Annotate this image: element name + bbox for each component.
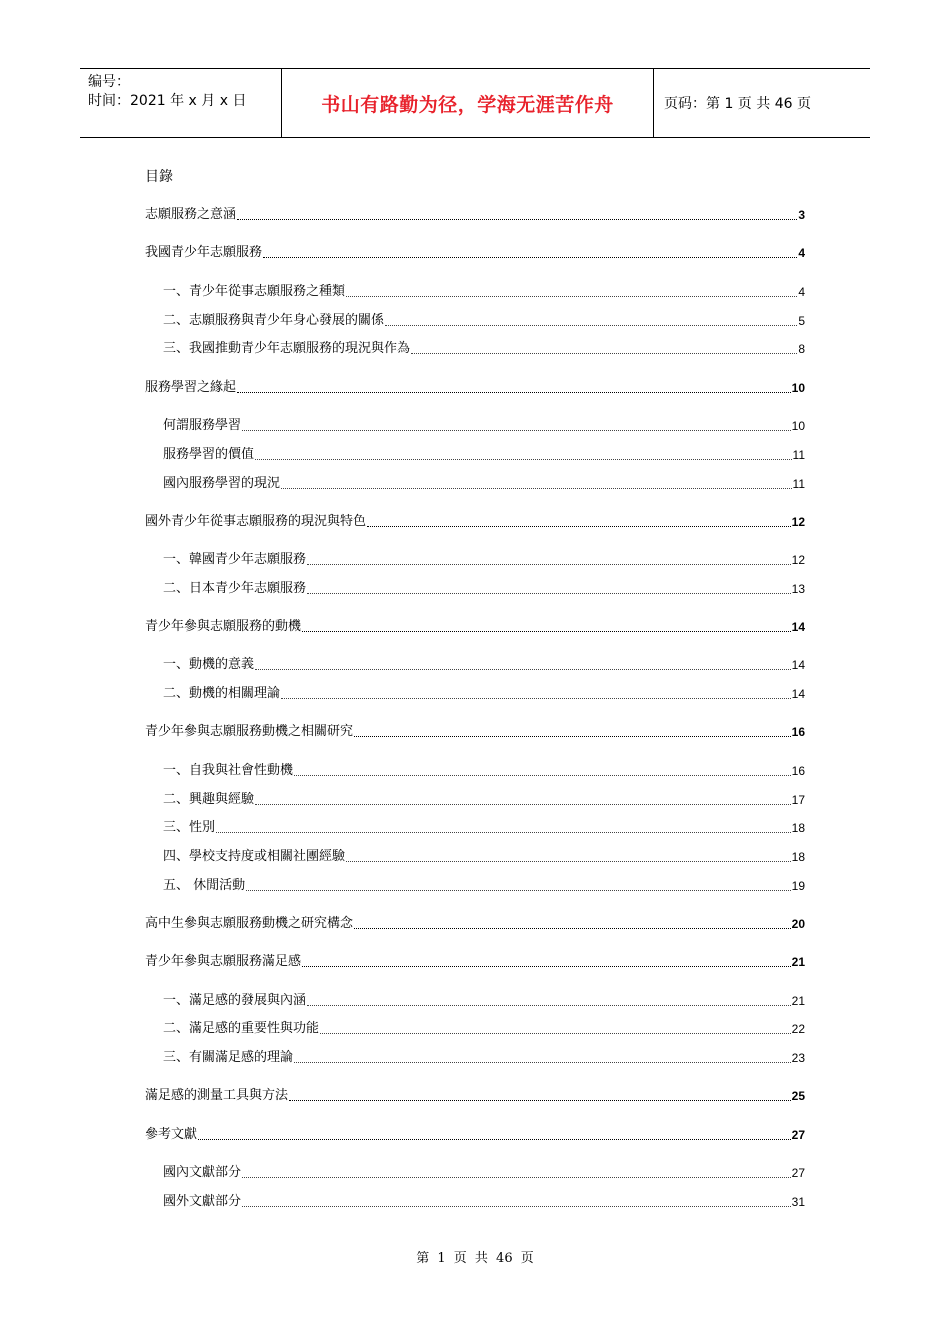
toc-entry-page: 18 xyxy=(791,821,805,835)
toc-entry-title: 志願服務之意涵 xyxy=(145,207,237,222)
toc-leader-dots xyxy=(216,832,791,833)
toc-entry[interactable] xyxy=(163,1021,805,1037)
toc-entry-title: 服務學習的價值 xyxy=(163,447,255,462)
toc-entry[interactable] xyxy=(163,581,805,597)
toc-leader-dots xyxy=(346,861,791,862)
toc-leader-dots xyxy=(294,1062,791,1063)
toc-leader-dots xyxy=(411,353,797,354)
toc-entry-title: 二、志願服務與青少年身心發展的關係 xyxy=(163,313,385,328)
toc-leader-dots xyxy=(242,1206,791,1207)
toc-entry-page: 14 xyxy=(791,687,805,701)
toc-leader-dots xyxy=(307,1005,791,1006)
toc-leader-dots xyxy=(242,1177,791,1178)
toc-entry[interactable] xyxy=(163,284,805,300)
toc-entry[interactable] xyxy=(145,245,805,261)
toc-leader-dots xyxy=(294,775,791,776)
toc-entry-page: 14 xyxy=(791,620,805,634)
toc-entry-title: 青少年參與志願服務動機之相關研究 xyxy=(145,724,354,739)
header-meta xyxy=(88,73,283,111)
toc-entry[interactable] xyxy=(163,552,805,568)
toc-entry-title: 三、性別 xyxy=(163,820,216,835)
toc-entry[interactable] xyxy=(163,418,805,434)
toc-entry-title: 三、有關滿足感的理論 xyxy=(163,1050,294,1065)
toc-entry-page: 23 xyxy=(791,1051,805,1065)
toc-entry[interactable] xyxy=(145,1127,805,1143)
toc-leader-dots xyxy=(320,1033,791,1034)
toc-entry-page: 13 xyxy=(791,582,805,596)
toc-entry-page: 17 xyxy=(791,793,805,807)
toc-entry-page: 5 xyxy=(798,314,805,328)
toc-leader-dots xyxy=(307,593,791,594)
header-divider xyxy=(653,69,654,137)
toc-entry-title: 青少年參與志願服務滿足感 xyxy=(145,954,302,969)
toc-leader-dots xyxy=(367,526,791,527)
toc-entry-title: 一、自我與社會性動機 xyxy=(163,763,294,778)
toc-entry-page: 11 xyxy=(792,477,805,491)
toc-entry-title: 四、學校支持度或相關社團經驗 xyxy=(163,849,346,864)
toc-entry[interactable] xyxy=(163,792,805,808)
toc-entry-title: 一、動機的意義 xyxy=(163,657,255,672)
toc-entry[interactable] xyxy=(145,1088,805,1104)
toc-leader-dots xyxy=(198,1139,791,1140)
toc-entry-title: 國外文獻部分 xyxy=(163,1194,242,1209)
toc-leader-dots xyxy=(263,257,797,258)
toc-entry[interactable] xyxy=(163,1050,805,1066)
toc-entry[interactable] xyxy=(163,849,805,865)
toc-leader-dots xyxy=(281,698,791,699)
toc-entry[interactable] xyxy=(163,686,805,702)
toc-leader-dots xyxy=(302,966,791,967)
toc-entry[interactable] xyxy=(163,657,805,673)
toc-entry-title: 二、日本青少年志願服務 xyxy=(163,581,307,596)
toc-entry[interactable] xyxy=(163,447,805,463)
toc-entry[interactable] xyxy=(163,878,805,894)
toc-entry-title: 何謂服務學習 xyxy=(163,418,242,433)
date-label: 时间：2021 年 x 月 x 日 xyxy=(88,93,247,109)
toc-entry-title: 二、滿足感的重要性與功能 xyxy=(163,1021,320,1036)
toc-leader-dots xyxy=(255,804,791,805)
toc-entry[interactable] xyxy=(163,1165,805,1181)
toc-entry-page: 21 xyxy=(791,955,805,969)
toc-entry[interactable] xyxy=(163,820,805,836)
toc-entry[interactable] xyxy=(145,724,805,740)
toc-entry-title: 國內文獻部分 xyxy=(163,1165,242,1180)
toc-leader-dots xyxy=(354,736,791,737)
toc-entry-page: 25 xyxy=(791,1089,805,1103)
toc-entry-page: 8 xyxy=(798,342,805,356)
toc-leader-dots xyxy=(246,890,791,891)
toc-entry[interactable] xyxy=(163,993,805,1009)
header-page-number: 页码：第 1 页 共 46 页 xyxy=(664,96,811,112)
toc-leader-dots xyxy=(302,631,791,632)
page-footer: 第 1 页 共 46 页 xyxy=(416,1251,534,1266)
toc-entry[interactable] xyxy=(163,1194,805,1210)
toc-entry-title: 國外青少年從事志願服務的現況與特色 xyxy=(145,514,367,529)
toc-leader-dots xyxy=(289,1100,791,1101)
toc-entry-title: 一、青少年從事志願服務之種類 xyxy=(163,284,346,299)
toc-entry[interactable] xyxy=(163,313,805,329)
toc-entry-title: 青少年參與志願服務的動機 xyxy=(145,619,302,634)
toc-entry-page: 21 xyxy=(791,994,805,1008)
toc-leader-dots xyxy=(346,296,797,297)
toc-entry-title: 三、我國推動青少年志願服務的現況與作為 xyxy=(163,341,411,356)
toc-entry-page: 11 xyxy=(792,448,805,462)
toc-entry-page: 4 xyxy=(798,246,805,260)
toc-entry-page: 10 xyxy=(791,381,805,395)
toc-entry-title: 二、興趣與經驗 xyxy=(163,792,255,807)
toc-entry-title: 二、動機的相關理論 xyxy=(163,686,281,701)
toc-entry-page: 16 xyxy=(791,725,805,739)
toc-entry-title: 一、滿足感的發展與內涵 xyxy=(163,993,307,1008)
toc-leader-dots xyxy=(385,325,797,326)
toc-entry[interactable] xyxy=(145,916,805,932)
toc-leader-dots xyxy=(281,488,792,489)
toc-entry-page: 3 xyxy=(798,208,805,222)
toc-entry-page: 22 xyxy=(791,1022,805,1036)
toc-entry[interactable] xyxy=(163,476,805,492)
toc-entry[interactable] xyxy=(145,514,805,530)
toc-entry[interactable] xyxy=(145,207,805,223)
page-header xyxy=(80,68,870,138)
toc-entry[interactable] xyxy=(163,341,805,357)
toc-leader-dots xyxy=(255,459,792,460)
toc-entry-page: 31 xyxy=(791,1195,805,1209)
number-label: 编号： xyxy=(88,74,130,90)
toc-entry-page: 27 xyxy=(791,1128,805,1142)
toc-leader-dots xyxy=(242,430,791,431)
toc-entry-title: 滿足感的測量工具與方法 xyxy=(145,1088,289,1103)
toc-entry-title: 一、韓國青少年志願服務 xyxy=(163,552,307,567)
toc-entry-page: 16 xyxy=(791,764,805,778)
toc-entry-title: 國內服務學習的現況 xyxy=(163,476,281,491)
toc-entry-page: 12 xyxy=(791,553,805,567)
toc-leader-dots xyxy=(237,219,797,220)
toc-entry[interactable] xyxy=(145,954,805,970)
toc-entry-title: 服務學習之緣起 xyxy=(145,380,237,395)
toc-entry[interactable] xyxy=(145,380,805,396)
toc-entry[interactable] xyxy=(145,619,805,635)
toc-leader-dots xyxy=(354,928,791,929)
toc-title: 目錄 xyxy=(145,169,173,185)
header-motto: 书山有路勤为径，学海无涯苦作舟 xyxy=(321,93,614,116)
toc-leader-dots xyxy=(237,392,791,393)
toc-entry-page: 14 xyxy=(791,658,805,672)
toc-entry-title: 我國青少年志願服務 xyxy=(145,245,263,260)
toc-entry-title: 五、 休閒活動 xyxy=(163,878,246,893)
toc-entry-page: 18 xyxy=(791,850,805,864)
toc-entry-page: 27 xyxy=(791,1166,805,1180)
toc-entry-page: 4 xyxy=(798,285,805,299)
toc-entry-page: 12 xyxy=(791,515,805,529)
toc-entry-title: 高中生參與志願服務動機之研究構念 xyxy=(145,916,354,931)
toc-entry-page: 20 xyxy=(791,917,805,931)
toc-entry[interactable] xyxy=(163,763,805,779)
toc-entry-title: 參考文獻 xyxy=(145,1127,198,1142)
toc-entry-page: 10 xyxy=(791,419,805,433)
toc-leader-dots xyxy=(255,669,791,670)
toc-entry-page: 19 xyxy=(791,879,805,893)
toc-leader-dots xyxy=(307,564,791,565)
